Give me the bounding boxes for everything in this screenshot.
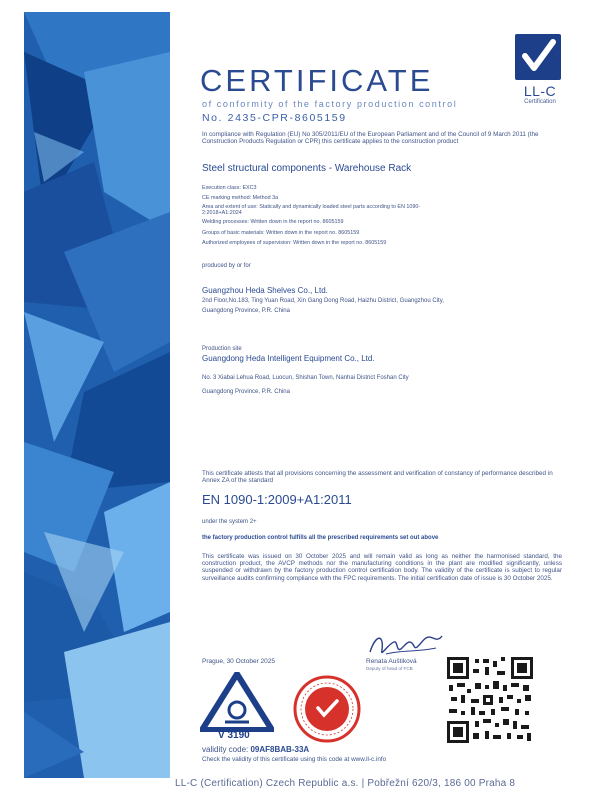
checkmark-icon: [515, 34, 561, 80]
accreditation-number: V 3190: [218, 730, 250, 741]
signer-role: Deputy of head of FCB: [366, 666, 413, 671]
standard-number: EN 1090-1:2009+A1:2011: [202, 492, 352, 507]
attest-text: This certificate attests that all provisions concerning the assessment and verification of constancy of performance described in Annex ZA of the standard: [202, 470, 553, 485]
validity-code-value: 09AF8BAB-33A: [250, 745, 310, 754]
logo-brand: LL-C: [523, 83, 557, 99]
decorative-side-band: [24, 12, 170, 778]
page-title: CERTIFICATE: [200, 63, 434, 98]
attribute-line: Execution class: EXC3: [202, 185, 257, 191]
certification-seal: [292, 674, 362, 744]
producer-address: [202, 297, 522, 316]
product-name: Steel structural components - Warehouse Rack: [202, 163, 412, 174]
attribute-list: [202, 183, 502, 249]
address-line: 2nd Floor,No.183, Ting Yuan Road, Xin Gang Dong Road, Haizhu District, Guangzhou City,: [202, 298, 444, 304]
attribute-line: Groups of basic materials: Written down in the report no. 8605159: [202, 229, 360, 236]
address-line: Guangdong Province, P.R. China: [202, 307, 290, 314]
validity-paragraph: This certificate was issued on 30 October 2025 and will remain valid as long as neither the harmonised standard, the construction product, the AVCP methods nor the manufacturing conditions in the plant are modified significantly, unless suspended or withdrawn by the factory production control certification body. The validity of the certificate is subject to regular surveillance audits confirming compliance with the FPC requirements. The initial certification date of issue is 30 October 2025.: [202, 553, 562, 582]
intro-text: In compliance with Regulation (EU) No 305/2011/EU of the European Parliament and of the Council of 9 March 2011 (the Construction Products Regulation or CPR) this certificate applies to the construction product: [202, 131, 539, 146]
site-address: [202, 371, 522, 399]
certificate-number: No. 2435-CPR-8605159: [202, 112, 347, 124]
footer-address: LL-C (Certification) Czech Republic a.s. | Pobřežní 620/3, 186 00 Praha 8: [175, 778, 516, 789]
attribute-line: Area and extent of use: Statically and dynamically loaded steel parts according to EN 1090-: [202, 203, 421, 210]
address-line: Guangdong Province, P.R. China: [202, 389, 290, 395]
validity-check-text: Check the validity of this certificate using this code at www.ll-c.info: [202, 756, 387, 763]
attribute-line: Welding processes: Written down in the report no. 8605159: [202, 219, 344, 226]
site-company: Guangdong Heda Intelligent Equipment Co., Ltd.: [202, 354, 375, 363]
validity-code-label: validity code:: [202, 745, 249, 754]
system-text: under the system 2+: [202, 519, 257, 525]
accreditation-triangle-mark: [200, 672, 274, 746]
attribute-line: 2:2018+A1:2024: [202, 210, 242, 217]
site-label: Production site: [202, 346, 242, 352]
logo-sub: Certification: [524, 99, 556, 105]
llc-logo: [515, 34, 565, 108]
fpc-statement: the factory production control fulfills all the prescribed requirements set out above: [202, 535, 439, 541]
address-line: No. 3 Xiabai Lehua Road, Luocun, Shishan Town, Nanhai District Foshan City: [202, 375, 409, 381]
validity-code: [202, 745, 309, 754]
producer-company: Guangzhou Heda Shelves Co., Ltd.: [202, 286, 328, 295]
page-subtitle: of conformity of the factory production control: [202, 99, 458, 109]
producer-label: produced by or for: [202, 263, 251, 269]
place-date: Prague, 30 October 2025: [202, 658, 275, 665]
attribute-line: Authorized employees of supervision: Written down in the report no. 8605159: [202, 240, 387, 247]
qr-code: [445, 655, 535, 745]
signer-name: Renata Auštiková: [366, 658, 417, 665]
attribute-line: CE marking method: Method 3a: [202, 195, 279, 202]
